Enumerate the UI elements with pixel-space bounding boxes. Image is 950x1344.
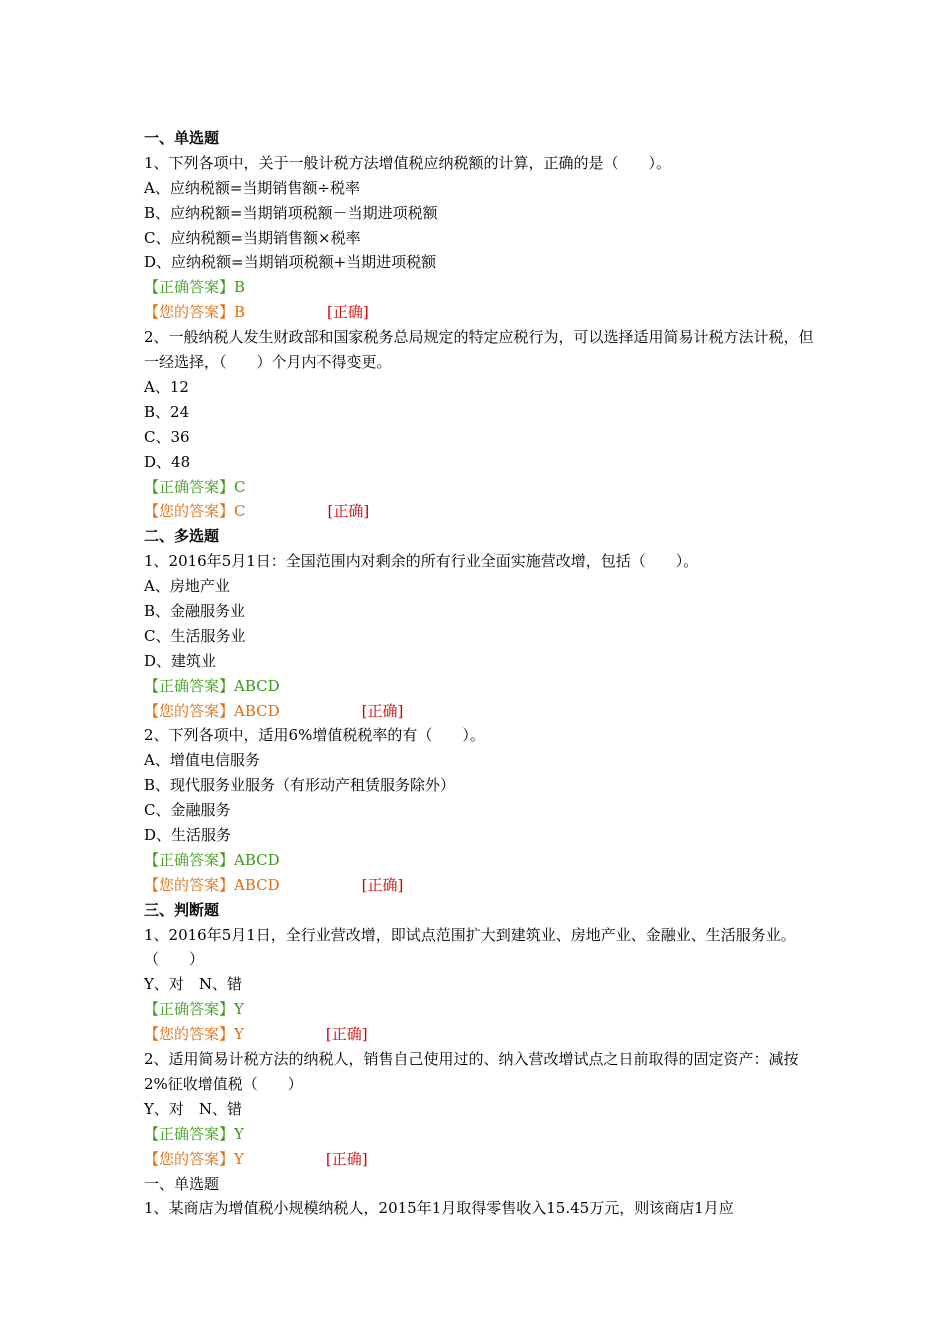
question-block bbox=[144, 151, 814, 325]
option-b: B、现代服务业服务（有形动产租赁服务除外） bbox=[144, 776, 456, 795]
option-c: C、应纳税额=当期销售额×税率 bbox=[144, 228, 361, 247]
section-title: 一、单选题 bbox=[144, 129, 220, 147]
option-c: C、金融服务 bbox=[144, 801, 231, 820]
result-mark: [正确] bbox=[325, 1025, 368, 1044]
question-block bbox=[144, 1196, 814, 1221]
option-b: B、24 bbox=[144, 402, 190, 421]
your-answer: 【您的答案】B bbox=[144, 303, 246, 322]
your-answer-row bbox=[144, 699, 814, 724]
question-block bbox=[144, 723, 814, 897]
your-answer-row bbox=[144, 300, 814, 325]
option-b: B、应纳税额=当期销项税额－当期进项税额 bbox=[144, 203, 438, 222]
correct-answer: 【正确答案】ABCD bbox=[144, 676, 280, 695]
question-stem: 2、适用简易计税方法的纳税人，销售自己使用过的、纳入营改增试点之日前取得的固定资产：减按2%征收增值税（ ） bbox=[144, 1050, 799, 1093]
correct-answer: 【正确答案】Y bbox=[144, 1124, 244, 1143]
your-answer: 【您的答案】Y bbox=[144, 1149, 244, 1168]
correct-answer: 【正确答案】ABCD bbox=[144, 850, 280, 869]
option-d: D、建筑业 bbox=[144, 651, 217, 670]
your-answer-row bbox=[144, 1147, 814, 1172]
your-answer: 【您的答案】ABCD bbox=[144, 701, 280, 720]
your-answer-row bbox=[144, 873, 814, 898]
result-mark: [正确] bbox=[325, 1149, 368, 1168]
question-block bbox=[144, 549, 814, 723]
section-title: 一、单选题 bbox=[144, 1174, 220, 1193]
section-title: 二、多选题 bbox=[144, 527, 220, 546]
your-answer: 【您的答案】ABCD bbox=[144, 875, 280, 894]
option-a: A、房地产业 bbox=[144, 577, 230, 596]
result-mark: [正确] bbox=[361, 875, 404, 894]
question-stem: 1、下列各项中，关于一般计税方法增值税应纳税额的计算，正确的是（ ）。 bbox=[144, 153, 672, 172]
your-answer: 【您的答案】Y bbox=[144, 1025, 244, 1044]
correct-answer: 【正确答案】B bbox=[144, 278, 246, 297]
your-answer-row bbox=[144, 499, 814, 524]
question-stem: 1、2016年5月1日，全行业营改增，即试点范围扩大到建筑业、房地产业、金融业、生活服务业。（ ） bbox=[144, 925, 796, 969]
result-mark: [正确] bbox=[361, 701, 404, 720]
result-mark: [正确] bbox=[327, 502, 370, 521]
correct-answer: 【正确答案】C bbox=[144, 477, 246, 496]
result-mark: [正确] bbox=[327, 303, 369, 322]
option-b: B、金融服务业 bbox=[144, 601, 246, 620]
your-answer: 【您的答案】C bbox=[144, 502, 246, 521]
option-a: A、12 bbox=[144, 377, 189, 396]
your-answer-row bbox=[144, 1022, 814, 1047]
option-d: D、48 bbox=[144, 452, 191, 471]
question-stem: 2、一般纳税人发生财政部和国家税务总局规定的特定应税行为，可以选择适用简易计税方法计税，但一经选择，（ ）个月内不得变更。 bbox=[144, 328, 814, 372]
option-c: C、36 bbox=[144, 427, 190, 446]
option-yn: Y、对 N、错 bbox=[144, 975, 243, 994]
section-title: 三、判断题 bbox=[144, 900, 220, 919]
option-d: D、应纳税额=当期销项税额+当期进项税额 bbox=[144, 253, 437, 272]
correct-answer: 【正确答案】Y bbox=[144, 1000, 244, 1019]
question-block bbox=[144, 1047, 814, 1171]
question-stem: 1、某商店为增值税小规模纳税人，2015年1月取得零售收入15.45万元，则该商店1月应 bbox=[144, 1199, 734, 1218]
document-page bbox=[144, 126, 814, 1221]
question-stem: 2、下列各项中，适用6%增值税税率的有（ ）。 bbox=[144, 726, 485, 745]
option-d: D、生活服务 bbox=[144, 825, 232, 844]
option-c: C、生活服务业 bbox=[144, 626, 246, 645]
question-stem: 1、2016年5月1日：全国范围内对剩余的所有行业全面实施营改增，包括（ ）。 bbox=[144, 552, 699, 571]
option-a: A、应纳税额=当期销售额÷税率 bbox=[144, 178, 360, 197]
question-block bbox=[144, 325, 814, 524]
option-yn: Y、对 N、错 bbox=[144, 1099, 243, 1118]
question-block bbox=[144, 923, 814, 1047]
option-a: A、增值电信服务 bbox=[144, 751, 260, 770]
